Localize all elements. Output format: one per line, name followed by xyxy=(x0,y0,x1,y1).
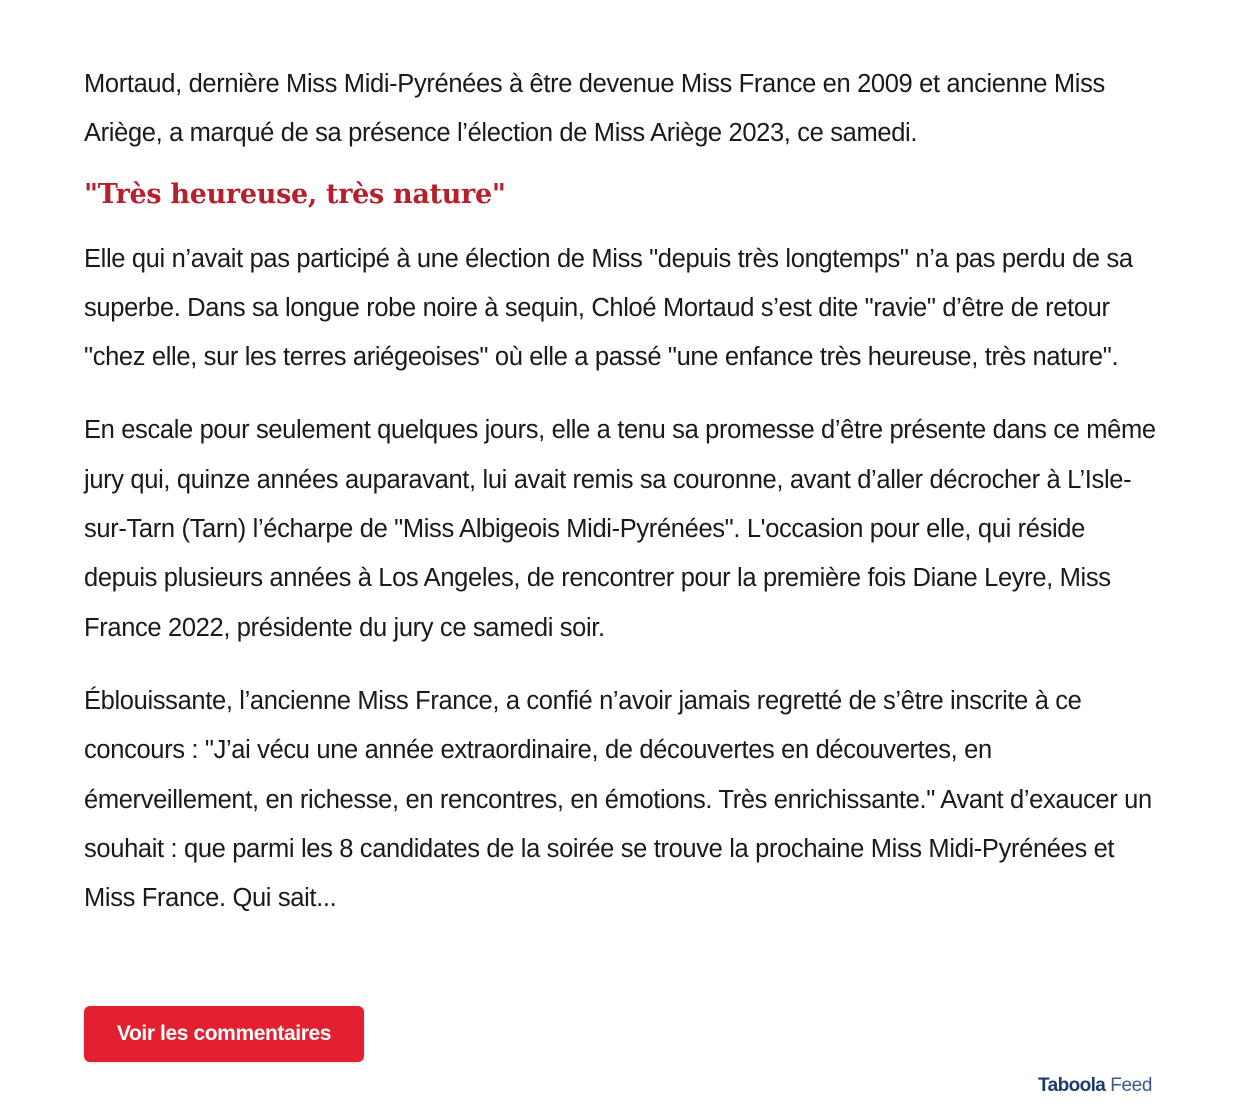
article-subheading: "Très heureuse, très nature" xyxy=(84,178,506,210)
article-paragraph: Elle qui n’avait pas participé à une élection de Miss "depuis très longtemps" n’a pas perdu de sa superbe. Dans sa longue robe noire à sequin, Chloé Mortaud s’est dite "ravie" d’être de retour "chez elle, sur les terres ariégeoises" où elle a passé "une enfance très heureuse, très nature". xyxy=(84,244,1133,372)
article-paragraph: Éblouissante, l’ancienne Miss France, a confié n’avoir jamais regretté de s’être inscrite à ce concours : "J’ai vécu une année extraordinaire, de découvertes en découvertes, en émerveillement, en richesse, en rencontres, en émotions. Très enrichissante." Avant d’exaucer un souhait : que parmi les 8 candidates de la soirée se trouve la prochaine Miss Midi-Pyrénées et Miss France. Qui sait... xyxy=(84,686,1152,913)
taboola-logo: Taboola xyxy=(1038,1075,1106,1096)
view-comments-button[interactable]: Voir les commentaires xyxy=(84,1006,364,1062)
article-paragraph: En escale pour seulement quelques jours, elle a tenu sa promesse d’être présente dans ce même jury qui, quinze années auparavant, lui avait remis sa couronne, avant d’aller décrocher à L’Isle-sur-Tarn (Tarn) l’écharpe de "Miss Albigeois Midi-Pyrénées". L'occasion pour elle, qui réside depuis plusieurs années à Los Angeles, de rencontrer pour la première fois Diane Leyre, Miss France 2022, présidente du jury ce samedi soir. xyxy=(84,416,1156,642)
taboola-feed-badge[interactable] xyxy=(1038,1074,1152,1098)
taboola-feed-label: Feed xyxy=(1110,1075,1152,1096)
article-body xyxy=(84,60,1162,923)
article-paragraph: Mortaud, dernière Miss Midi-Pyrénées à être devenue Miss France en 2009 et ancienne Miss Ariège, a marqué de sa présence l’élection de Miss Ariège 2023, ce samedi. xyxy=(84,70,1105,148)
